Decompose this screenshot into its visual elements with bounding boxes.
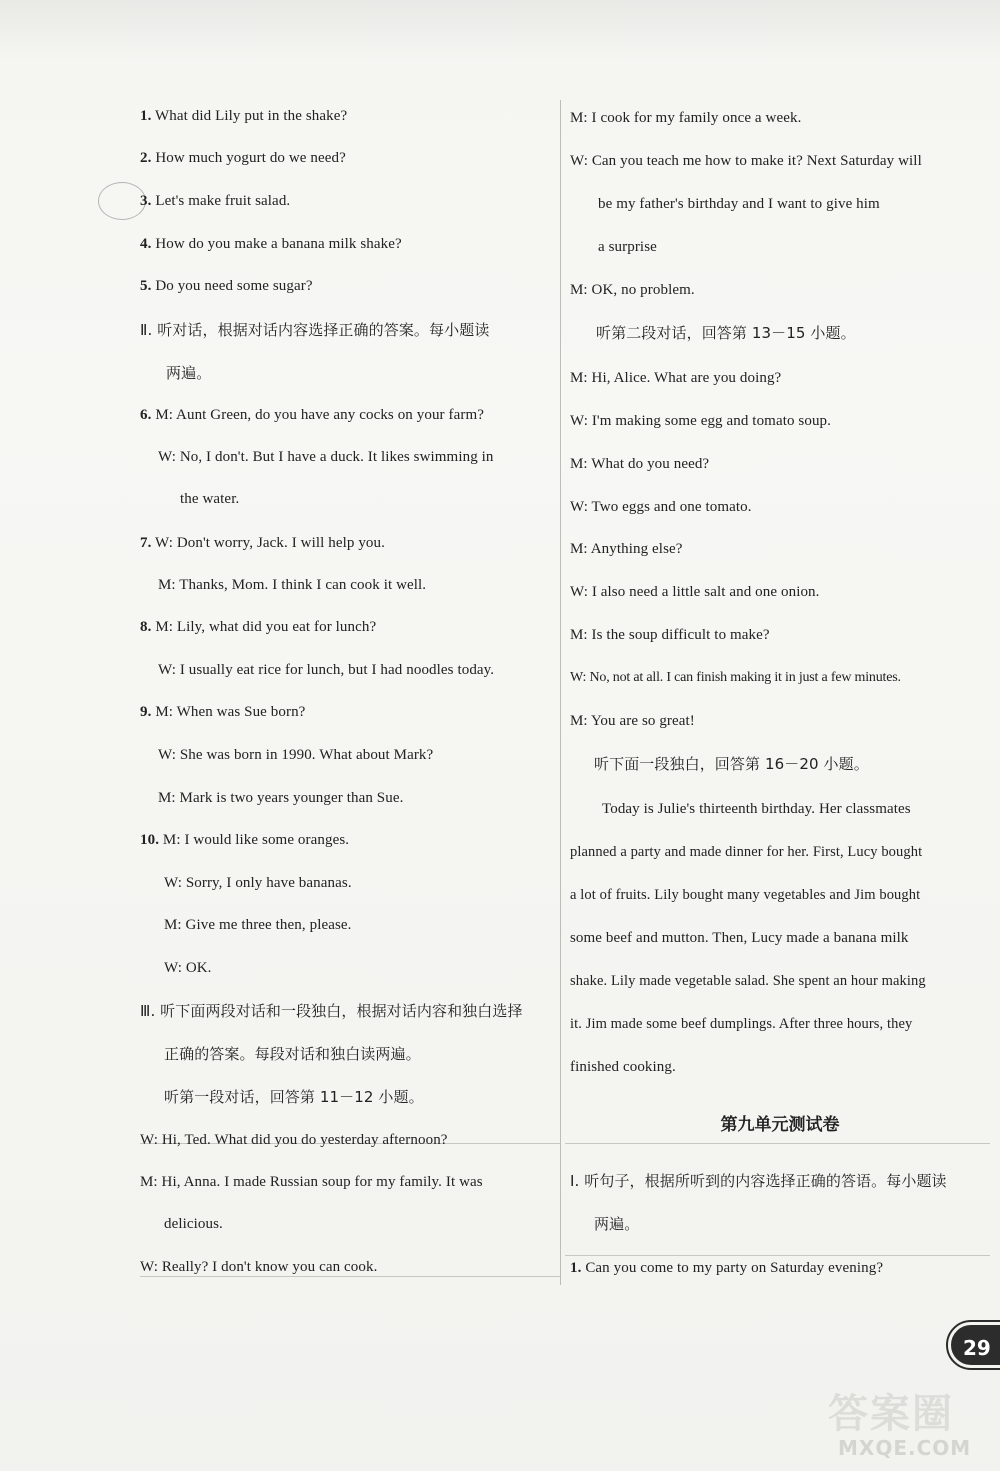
monologue-line: planned a party and made dinner for her. First, Lucy bought bbox=[570, 844, 923, 860]
watermark bbox=[820, 1380, 1000, 1470]
dialogue-line: delicious. bbox=[164, 1216, 223, 1232]
section-heading-cont: 两遍。 bbox=[166, 364, 212, 382]
dialogue-line: W: Really? I don't know you can cook. bbox=[140, 1259, 378, 1275]
unit-test-title: 第九单元测试卷 bbox=[720, 1115, 840, 1135]
question-line: 5. Do you need some sugar? bbox=[140, 278, 313, 294]
dialogue-line: W: No, I don't. But I have a duck. It likes swimming in bbox=[158, 449, 494, 465]
dialogue-line: the water. bbox=[180, 491, 240, 507]
section-heading: Ⅱ. 听对话，根据对话内容选择正确的答案。每小题读 bbox=[140, 321, 490, 339]
dialogue-line: W: She was born in 1990. What about Mark? bbox=[158, 747, 434, 763]
dialogue-line: M: You are so great! bbox=[570, 713, 695, 729]
dialogue-line: W: Hi, Ted. What did you do yesterday afternoon? bbox=[140, 1132, 448, 1148]
dialogue-line: W: OK. bbox=[164, 960, 212, 976]
watermark-logo: 答案圈 bbox=[828, 1391, 954, 1437]
question-line: 1. Can you come to my party on Saturday evening? bbox=[570, 1260, 884, 1276]
section-heading-cont: 两遍。 bbox=[594, 1215, 640, 1233]
dialogue-line: M: I cook for my family once a week. bbox=[570, 110, 802, 126]
monologue-line: it. Jim made some beef dumplings. After three hours, they bbox=[570, 1016, 913, 1032]
watermark-url: MXQE.COM bbox=[838, 1436, 972, 1460]
page-number-badge: 29 bbox=[948, 1322, 1000, 1368]
section-heading: Ⅲ. 听下面两段对话和一段独白，根据对话内容和独白选择 bbox=[140, 1002, 523, 1020]
question-line: 1. What did Lily put in the shake? bbox=[140, 108, 348, 124]
dialogue-line: 10. M: I would like some oranges. bbox=[140, 832, 350, 848]
dialogue-line: M: Thanks, Mom. I think I can cook it well. bbox=[158, 577, 427, 593]
question-line: 4. How do you make a banana milk shake? bbox=[140, 236, 402, 252]
stamp-mark bbox=[98, 182, 146, 220]
dialogue-line: be my father's birthday and I want to give him bbox=[598, 196, 880, 212]
rule-line bbox=[565, 1143, 990, 1144]
dialogue-line: 8. M: Lily, what did you eat for lunch? bbox=[140, 619, 377, 635]
dialogue-line: W: I also need a little salt and one onion. bbox=[570, 584, 820, 600]
dialogue-line: W: No, not at all. I can finish making it in just a few minutes. bbox=[570, 670, 901, 685]
monologue-line: finished cooking. bbox=[570, 1059, 676, 1075]
dialogue-line: W: I usually eat rice for lunch, but I had noodles today. bbox=[158, 662, 495, 678]
monologue-line: Today is Julie's thirteenth birthday. Her classmates bbox=[602, 801, 911, 817]
monologue-line: a lot of fruits. Lily bought many vegetables and Jim bought bbox=[570, 887, 921, 903]
column-divider bbox=[560, 100, 561, 1285]
dialogue-line: W: I'm making some egg and tomato soup. bbox=[570, 413, 832, 429]
dialogue-line: W: Sorry, I only have bananas. bbox=[164, 875, 352, 891]
dialogue-line: a surprise bbox=[598, 239, 657, 255]
dialogue-line: M: Is the soup difficult to make? bbox=[570, 627, 770, 643]
dialogue-line: M: What do you need? bbox=[570, 456, 710, 472]
dialogue-line: 6. M: Aunt Green, do you have any cocks on your farm? bbox=[140, 407, 484, 423]
dialogue-line: 9. M: When was Sue born? bbox=[140, 704, 306, 720]
question-line: 2. How much yogurt do we need? bbox=[140, 150, 346, 166]
dialogue-line: M: Give me three then, please. bbox=[164, 917, 352, 933]
sub-heading: 听第一段对话，回答第 11－12 小题。 bbox=[164, 1088, 424, 1106]
dialogue-line: W: Two eggs and one tomato. bbox=[570, 499, 752, 515]
section-heading-cont: 正确的答案。每段对话和独白读两遍。 bbox=[164, 1045, 421, 1063]
section-heading: Ⅰ. 听句子，根据所听到的内容选择正确的答语。每小题读 bbox=[570, 1172, 947, 1190]
dialogue-line: 7. W: Don't worry, Jack. I will help you. bbox=[140, 535, 385, 551]
monologue-line: shake. Lily made vegetable salad. She spent an hour making bbox=[570, 973, 926, 989]
sub-heading: 听第二段对话，回答第 13－15 小题。 bbox=[596, 324, 856, 342]
dialogue-line: M: Hi, Alice. What are you doing? bbox=[570, 370, 782, 386]
dialogue-line: M: Hi, Anna. I made Russian soup for my family. It was bbox=[140, 1174, 483, 1190]
dialogue-line: W: Can you teach me how to make it? Next Saturday will bbox=[570, 153, 922, 169]
question-line: 3. Let's make fruit salad. bbox=[140, 193, 291, 209]
monologue-line: some beef and mutton. Then, Lucy made a banana milk bbox=[570, 930, 909, 946]
dialogue-line: M: Anything else? bbox=[570, 541, 683, 557]
rule-line bbox=[565, 1255, 990, 1256]
dialogue-line: M: Mark is two years younger than Sue. bbox=[158, 790, 404, 806]
sub-heading: 听下面一段独白，回答第 16－20 小题。 bbox=[594, 755, 869, 773]
dialogue-line: M: OK, no problem. bbox=[570, 282, 695, 298]
